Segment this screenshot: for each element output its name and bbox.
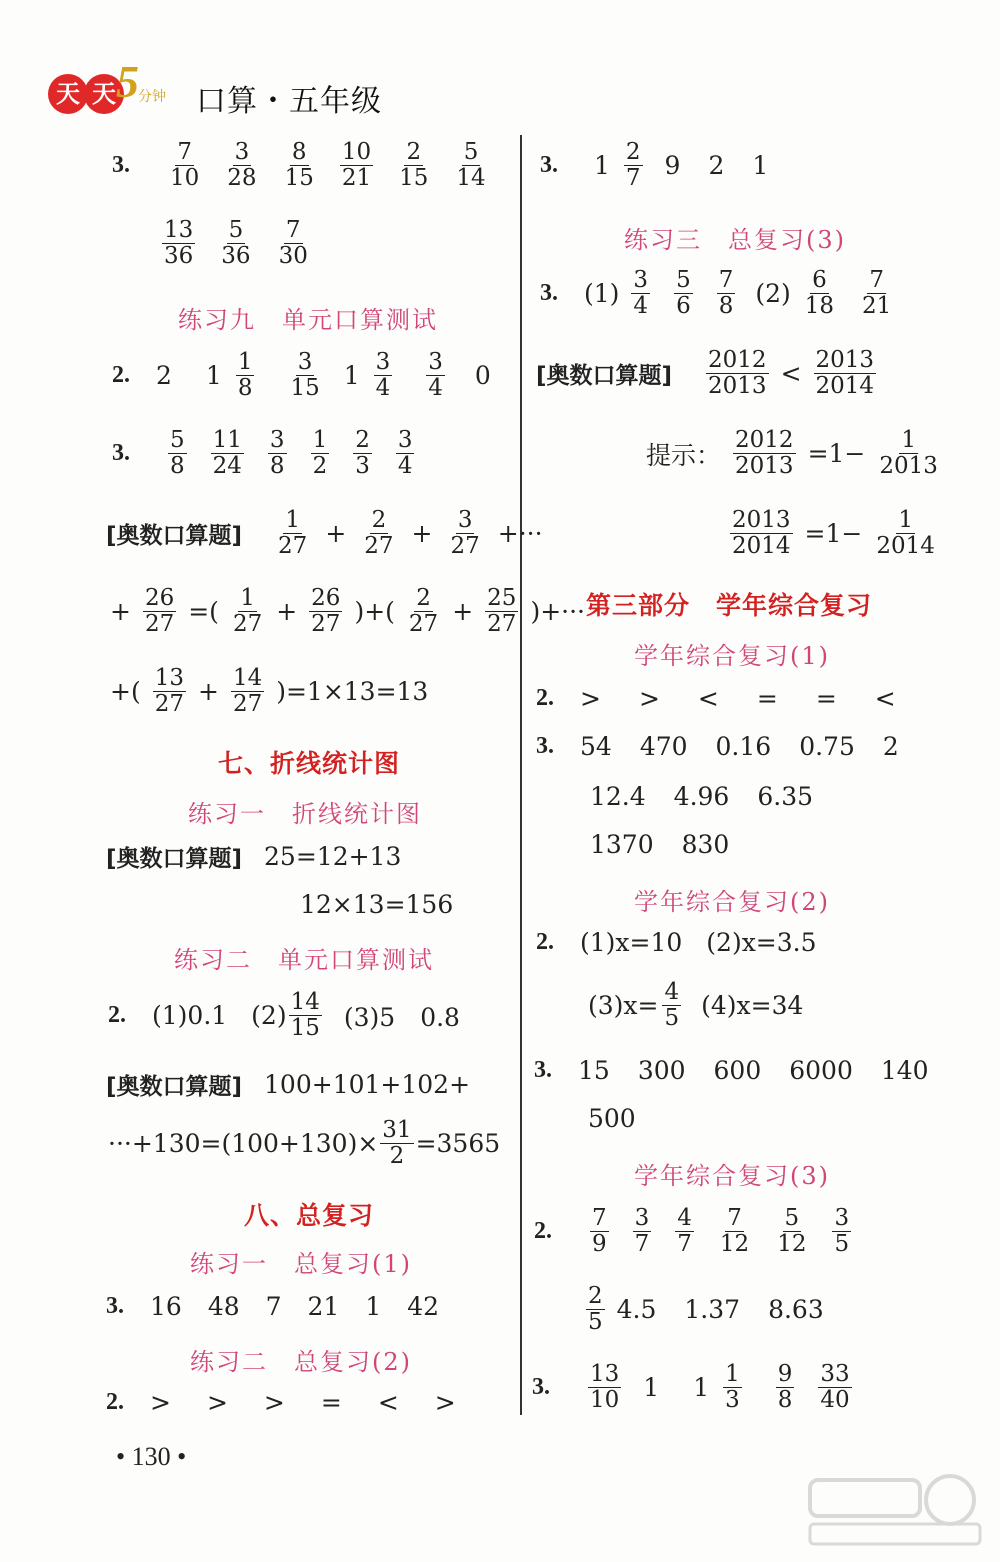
r3-q2-row2: $\frac{2}{5}$ 4.5 1.37 8.63 [588,1283,824,1336]
column-divider [520,135,522,1415]
question-number: 2. [534,1218,552,1245]
answer-fraction: $\frac{1}{2}$ [312,427,328,480]
olympiad-label: [奥数口算题] [106,1074,243,1100]
watermark-logo [800,1470,990,1550]
answer-value: 140 [880,1056,929,1085]
answer-fraction: $\frac{8}{15}$ [284,139,314,192]
answer-fraction: $\frac{5}{14}$ [456,139,486,192]
answer-fraction: $\frac{6}{18}$ [804,267,835,320]
question-number: 3. [540,152,558,179]
comparison-symbol: > [206,1388,228,1417]
question-number: 2. [106,1389,124,1415]
s7-ex1-heading: 练习一 折线统计图 [188,800,422,828]
olympiad-label: [奥数口算题] [106,846,243,872]
s7-olymp-line1: [奥数口算题] 25=12+13 [106,842,402,872]
s7-ex2-q2-row: 2. (1)0.1 (2) $\frac{14}{15}$ (3)5 0.8 [108,989,460,1042]
answer-value: 6.35 [757,782,814,811]
answer-fraction: $\frac{7}{21}$ [862,267,892,320]
r2-q2-row1: 2. (1)x=10 (2)x=3.5 [536,928,817,957]
answer-fraction: $\frac{13}{36}$ [164,217,194,270]
answer-fraction: $\frac{3}{4}$ [397,427,413,480]
answer-fraction: $\frac{5}{6}$ [676,267,691,320]
answer-fraction: $\frac{2}{3}$ [355,427,370,480]
answer-value: 9 [664,151,681,181]
question-number: 2. [536,685,554,711]
comparison-symbol: < [377,1388,399,1417]
answer-value: 300 [637,1056,686,1085]
page-title: 口算・五年级 [196,84,382,119]
s8-ex2-q2-row [106,1388,492,1417]
r1-q3-row2 [590,782,841,811]
answer-value: 1.37 [684,1295,741,1325]
answer-value: 8.63 [768,1295,824,1325]
r2-heading: 学年综合复习(2) [634,888,830,916]
answer-fraction: $\frac{5}{36}$ [221,217,251,270]
answer-fraction: $\frac{4}{7}$ [677,1205,692,1258]
comparison-symbol: > [638,684,660,713]
s8-ex2-heading: 练习二 总复习(2) [190,1348,412,1376]
r3-heading: 学年综合复习(3) [634,1162,830,1190]
r3-q2-row1 [534,1206,863,1258]
ex3-q3-row: 3. (1) $\frac{3}{4}$ $\frac{5}{6}$ $\frac{7}{8}$ (2) $\frac{6}{18}$ $\frac{7}{21}$ [540,267,892,320]
olymp1-line1: [奥数口算题] $\frac{1}{27}$ + $\frac{2}{27}$ + $\frac{3}{27}$ +··· [106,507,543,560]
s8-ex1-heading: 练习一 总复习(1) [190,1250,412,1278]
answer-value: 6000 [789,1056,853,1085]
s7-olymp2-line1: [奥数口算题] 100+101+102+ [106,1070,471,1100]
answer-fraction: $\frac{7}{30}$ [278,217,308,270]
answer-fraction: $\frac{3}{8}$ [269,427,285,480]
logo-fenzhong: 分钟 [138,89,166,105]
question-number: 3. [106,1293,124,1319]
answer-value: 470 [639,732,688,761]
answer-value: 1 [752,151,769,181]
s7-ex2-heading: 练习二 单元口算测试 [174,946,434,974]
comparison-symbol: = [756,684,778,713]
right-q3-row: 3. 1 $\frac{2}{7}$ 9 2 1 [540,139,769,192]
question-number: 3. [112,152,130,179]
page-number: • 130 • [116,1442,187,1471]
question-number: 2. [108,1002,126,1029]
answer-value: 2 [156,361,172,391]
r1-q2-row [536,684,934,713]
answer-mixed: 1 $\frac{1}{8}$ [205,349,253,402]
comparison-symbol: = [815,684,837,713]
olympiad-label: [奥数口算题] [106,523,243,550]
answer-fraction: $\frac{7}{12}$ [719,1205,750,1258]
hint-row1: 提示： $\frac{2012}{2013}$ =1− $\frac{1}{2013}$ [646,427,938,480]
comparison-symbol: > [150,1388,171,1417]
comparison-symbol: < [697,684,719,713]
right-olymp-row: [奥数口算题] $\frac{2012}{2013}$ < $\frac{2013}{2014}$ [536,347,875,400]
r2-q3-row1 [534,1056,957,1085]
question-number: 3. [540,280,558,307]
answer-fraction: $\frac{3}{28}$ [227,139,257,192]
question-number: 3. [532,1374,550,1401]
answer-value: 1 [365,1292,382,1321]
answer-fraction: $\frac{3}{5}$ [834,1205,850,1258]
ex9-heading: 练习九 单元口算测试 [178,306,438,334]
answer-value: 1370 [590,830,654,859]
answer-value: 4.5 [616,1295,657,1325]
answer-value: 0 [474,361,491,391]
answer-value: 48 [207,1292,240,1321]
hint-label: 提示： [646,440,722,470]
s8-ex1-q3-row [106,1292,465,1321]
answer-value: 16 [150,1292,182,1321]
answer-fraction: $\frac{5}{8}$ [170,427,185,480]
answer-fraction: $\frac{2}{15}$ [399,139,429,192]
answer-fraction: $\frac{3}{4}$ [633,267,649,320]
answer-value: 830 [681,830,730,859]
answer-fraction: $\frac{11}{24}$ [212,427,242,480]
answer-fraction: $\frac{3}{4}$ [428,349,443,402]
answer-fraction: $\frac{5}{12}$ [777,1205,807,1258]
answer-value: 7 [265,1292,282,1321]
ex9-q3-row [112,428,426,480]
comparison-symbol: > [434,1388,456,1417]
answer-value: 15 [578,1056,610,1085]
answer-mixed: 1 $\frac{3}{4}$ [343,349,391,402]
r1-q3-row1 [536,732,927,761]
part3-heading: 第三部分 学年综合复习 [586,591,873,620]
question-number: 3. [534,1057,552,1083]
comparison-symbol: > [580,684,601,713]
answer-value: 4.96 [673,782,730,811]
ex3-heading: 练习三 总复习(3) [624,226,846,254]
logo-tian-1: 天 [48,74,88,114]
section7-heading: 七、折线统计图 [218,749,401,778]
ex9-q2-row [112,350,515,402]
section8-heading: 八、总复习 [244,1201,375,1230]
left-q3-row2 [150,218,322,270]
r1-q3-row3 [590,830,757,859]
question-number: 3. [536,733,554,759]
s7-olymp-line2: 12×13=156 [300,890,454,919]
olympiad-label: [奥数口算题] [536,363,673,390]
answer-value: 2 [882,732,899,761]
comparison-symbol: = [320,1388,342,1417]
logo-five: 5 [116,56,139,107]
answer-value: 2 [708,151,725,181]
s7-olymp2-line2: ···+130=(100+130)× $\frac{31}{2}$ =3565 [108,1117,501,1170]
answer-fraction: $\frac{10}{21}$ [341,139,372,192]
answer-value: 0.16 [715,732,772,761]
answer-value: 0.75 [799,732,855,761]
r1-heading: 学年综合复习(1) [634,642,830,670]
answer-value: 12.4 [590,782,646,811]
left-q3-row1 [112,140,500,192]
answer-fraction: $\frac{3}{7}$ [634,1205,650,1258]
answer-value: 600 [713,1056,762,1085]
r3-q3-row: 3. $\frac{13}{10}$ 1 1 $\frac{1}{3}$ $\frac{9}{8}$ $\frac{33}{40}$ [532,1361,850,1414]
answer-fraction: $\frac{7}{10}$ [170,139,200,192]
r2-q2-row2: (3)x= $\frac{4}{5}$ (4)x=34 [588,979,804,1032]
question-number: 3. [112,440,130,467]
comparison-symbol: < [874,684,896,713]
answer-fraction: $\frac{7}{9}$ [592,1205,607,1258]
olymp1-line2: + $\frac{26}{27}$ =( $\frac{1}{27}$ + $\frac{26}{27}$ )+( $\frac{2}{27}$ + $\frac{25}{27}$ )+··· [110,585,585,638]
answer-fraction: $\frac{3}{15}$ [290,349,320,402]
answer-fraction: $\frac{7}{8}$ [718,267,734,320]
question-number: 2. [536,929,554,955]
hint-row2: $\frac{2013}{2014}$ =1− $\frac{1}{2014}$ [732,507,935,560]
answer-value: 500 [588,1104,636,1133]
answer-value: 21 [307,1292,340,1321]
comparison-symbol: > [263,1388,285,1417]
olymp1-line3: +( $\frac{13}{27}$ + $\frac{14}{27}$ )=1×13=13 [110,665,429,718]
answer-value: 54 [580,732,612,761]
r2-q3-row2 [588,1104,664,1133]
logo-tian-2: 天 [84,74,124,114]
answer-value: 42 [407,1292,440,1321]
question-number: 2. [112,362,130,389]
